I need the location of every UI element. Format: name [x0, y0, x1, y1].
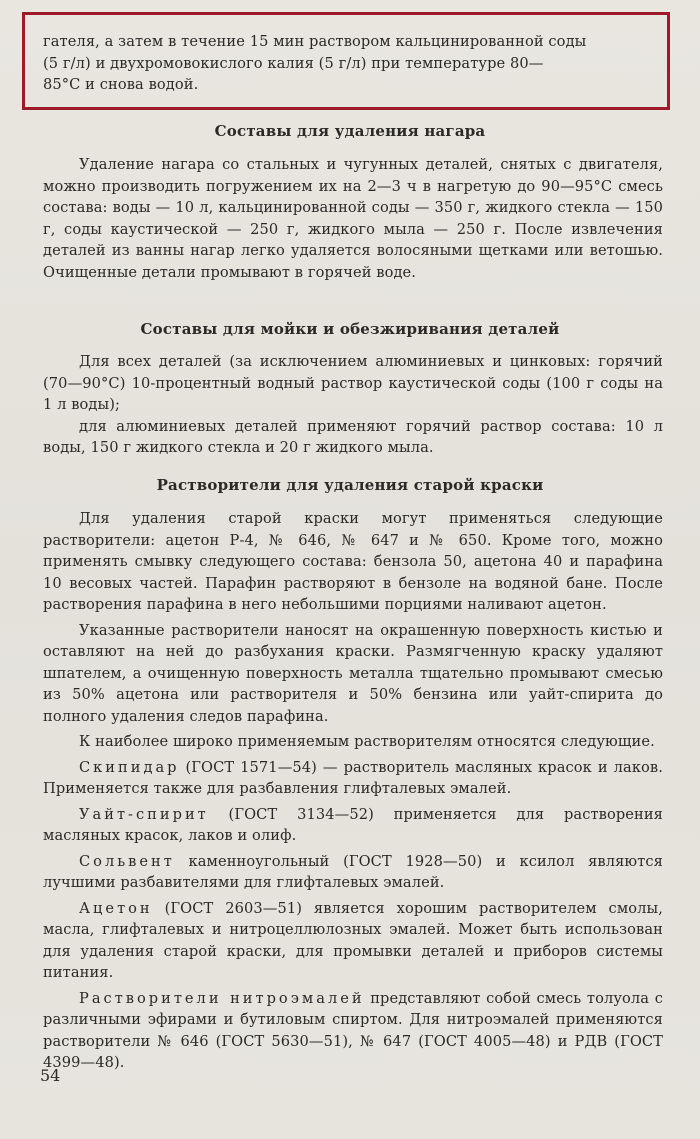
solvent-term: Уайт-спирит	[79, 805, 209, 823]
solvent-entry	[43, 898, 663, 984]
solvent-term: Сольвент	[79, 852, 175, 870]
intro-text	[43, 31, 663, 96]
page-number: 54	[40, 1066, 61, 1085]
section-heading-washing: Составы для мойки и обезжиривания деталей	[140, 320, 560, 338]
section-heading-paint-removal: Растворители для удаления старой краски	[156, 476, 544, 494]
paragraph: Удаление нагара со стальных и чугунных деталей, снятых с двигателя, можно производить погружением их на 2—3 ч в нагретую до 90—95°С смесь состава: воды — 10 л, кальцинированной соды — 350 г, жидкого стекла — 150 г, соды каустической — 250 г, жидкого мыла — 250 г. После извлечения деталей из ванны нагар легко удаляется волосяными щетками или ветошью. Очищенные детали промывают в горячей воде.	[43, 156, 663, 281]
paragraph: Указанные растворители наносят на окрашенную поверхность кистью и оставляют на ней до разбухания краски. Размягченную краску удаляют шпателем, а очищенную поверхность металла тщательно промывают смесью из 50% ацетона или растворителя и 50% бензина или уайт-спирита до полного удаления следов парафина.	[43, 621, 663, 725]
intro-line-3: 85°С и снова водой.	[43, 76, 199, 93]
intro-line-2: (5 г/л) и двухромовокислого калия (5 г/л) при температуре 80—	[43, 54, 544, 72]
solvent-description: каменноугольный (ГОСТ 1928—50) и ксилол являются лучшими разбавителями для глифталевых эмалей.	[43, 852, 663, 891]
paragraph: Для удаления старой краски могут применяться следующие растворители: ацетон Р-4, № 646, № 647 и № 650. Кроме того, можно применять смывку следующего состава: бензола 50, ацетона 40 и парафина 10 весовых частей. Парафин растворяют в бензоле на водяной бане. После растворения парафина в него небольшими порциями наливают ацетон.	[43, 510, 663, 613]
section-paint-removal-text	[43, 508, 663, 1074]
solvent-term: Растворители нитроэмалей	[79, 989, 365, 1007]
section-carbon-removal-text	[43, 154, 663, 283]
solvent-term: Ацетон	[79, 899, 153, 917]
paragraph: Для всех деталей (за исключением алюминиевых и цинковых: горячий (70—90°С) 10-процентный водный раствор каустической соды (100 г соды на 1 л воды);	[43, 353, 663, 413]
solvent-description: (ГОСТ 2603—51) является хорошим растворителем смолы, масла, глифталевых и нитроцеллюлозных эмалей. Может быть использован для удаления старой краски, для промывки деталей и приборов системы питания.	[43, 899, 663, 981]
solvent-description: (ГОСТ 3134—52) применяется для растворения масляных красок, лаков и олиф.	[43, 805, 663, 844]
solvent-entry	[43, 757, 663, 800]
paragraph: К наиболее широко применяемым растворителям относятся следующие.	[79, 733, 655, 750]
paragraph: для алюминиевых деталей применяют горячий раствор состава: 10 л воды, 150 г жидкого стекла и 20 г жидкого мыла.	[43, 417, 663, 456]
section-heading-carbon-removal: Составы для удаления нагара	[214, 122, 486, 140]
solvent-entry	[43, 804, 663, 847]
solvent-entry	[43, 988, 663, 1074]
section-washing-text	[43, 351, 663, 459]
solvent-term: Скипидар	[79, 758, 180, 776]
solvent-description: (ГОСТ 1571—54) — растворитель масляных красок и лаков. Применяется также для разбавления глифталевых эмалей.	[43, 758, 663, 797]
intro-line-1: гателя, а затем в течение 15 мин раствором кальцинированной соды	[43, 33, 587, 50]
solvent-description: представляют собой смесь толуола с различными эфирами и бутиловым спиртом. Для нитроэмалей применяются растворители № 646 (ГОСТ 5630—51), № 647 (ГОСТ 4005—48) и РДВ (ГОСТ 4399—48).	[43, 989, 664, 1071]
solvent-entry	[43, 851, 663, 894]
